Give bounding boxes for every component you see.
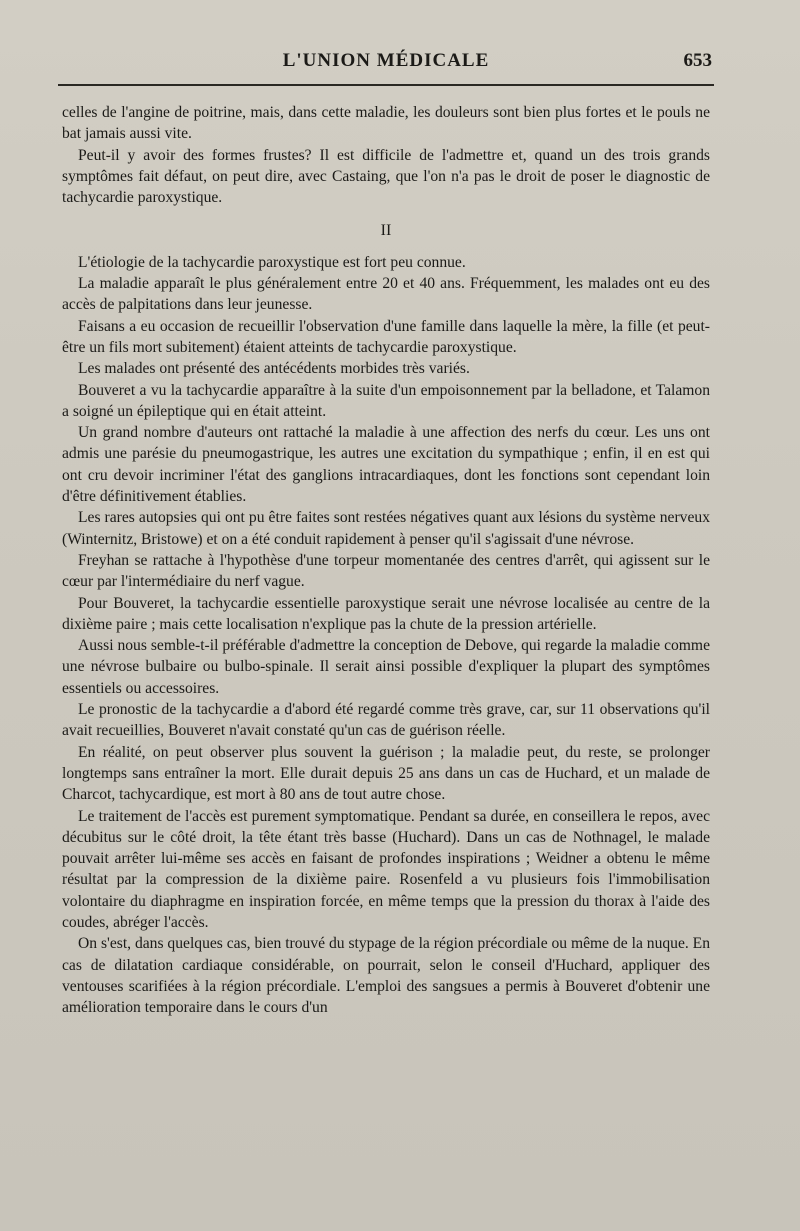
paragraph: Aussi nous semble-t-il préférable d'admettre la conception de Debove, qui regarde la maladie comme une névrose bulbaire ou bulbo-spinale. Il serait ainsi possible d'expliquer la plupart des symptômes essentiels ou accessoires.	[62, 637, 710, 697]
paragraph: Un grand nombre d'auteurs ont rattaché la maladie à une affection des nerfs du cœur. Les uns ont admis une parésie du pneumogastrique, les autres une excitation du sympathique ; enfin, il en est qui ont cru devoir incriminer l'état des ganglions intracardiaques, dont les fonctions sont cependant loin d'être définitivement établies.	[62, 424, 710, 506]
paragraph: Peut-il y avoir des formes frustes? Il est difficile de l'admettre et, quand un des trois grands symptômes fait défaut, on peut dire, avec Castaing, que l'on n'a pas le droit de poser le diagnostic de tachycardie paroxystique.	[62, 146, 710, 207]
article-body	[62, 102, 710, 1018]
running-title: L'UNION MÉDICALE	[282, 50, 490, 71]
section-number: II	[380, 222, 392, 240]
paragraph: Le traitement de l'accès est purement symptomatique. Pendant sa durée, en conseillera le repos, avec décubitus sur le côté droit, la tête étant très basse (Huchard). Dans un cas de Nothnagel, le malade pouvait arrêter lui-même ses accès en faisant de profondes inspirations ; Weidner a obtenu le même résultat par la compression de la dixième paire. Rosenfeld a vu plusieurs fois l'immobilisation volontaire du diaphragme en inspiration forcée, en même temps que la pression du thorax à l'aide des coudes, abréger l'accès.	[62, 807, 710, 931]
paragraph: La maladie apparaît le plus généralement entre 20 et 40 ans. Fréquemment, les malades ont eu des accès de palpitations dans leur jeunesse.	[62, 275, 710, 314]
paragraph: Bouveret a vu la tachycardie apparaître à la suite d'un empoisonnement par la belladone, et Talamon a soigné un épileptique qui en était atteint.	[62, 381, 710, 420]
paragraph: Le pronostic de la tachycardie a d'abord été regardé comme très grave, car, sur 11 observations qu'il avait recueillies, Bouveret n'avait constaté qu'un cas de guérison réelle.	[62, 701, 710, 740]
paragraph: En réalité, on peut observer plus souvent la guérison ; la maladie peut, du reste, se prolonger longtemps sans entraîner la mort. Elle durait depuis 25 ans dans un cas de Huchard, et un malade de Charcot, tachycardique, est mort à 80 ans de tout autre chose.	[62, 743, 710, 804]
paragraph: L'étiologie de la tachycardie paroxystique est fort peu connue.	[78, 253, 466, 271]
page-header	[60, 46, 712, 76]
paragraph: Les rares autopsies qui ont pu être faites sont restées négatives quant aux lésions du système nerveux (Winternitz, Bristowe) et on a été conduit rapidement à penser qu'il s'agissait d'une névrose.	[62, 509, 710, 548]
paragraph: Freyhan se rattache à l'hypothèse d'une torpeur momentanée des centres d'arrêt, qui agissent sur le cœur par l'intermédiaire du nerf vague.	[62, 551, 710, 591]
paragraph: Les malades ont présenté des antécédents morbides très variés.	[78, 360, 470, 378]
paragraph: Pour Bouveret, la tachycardie essentielle paroxystique serait une névrose localisée au centre de la dixième paire ; mais cette localisation n'explique pas la chute de la pression artérielle.	[62, 594, 710, 633]
header-rule	[58, 84, 714, 86]
paragraph: celles de l'angine de poitrine, mais, dans cette maladie, les douleurs sont bien plus fortes et le pouls ne bat jamais aussi vite.	[62, 104, 710, 143]
paragraph: Faisans a eu occasion de recueillir l'observation d'une famille dans laquelle la mère, la fille (et peut-être un fils mort subitement) étaient atteints de tachycardie paroxystique.	[62, 317, 710, 356]
page-number: 653	[683, 50, 712, 71]
paragraph: On s'est, dans quelques cas, bien trouvé du stypage de la région précordiale ou même de la nuque. En cas de dilatation cardiaque considérable, on pourrait, selon le conseil d'Huchard, appliquer des ventouses scarifiées à la région précordiale. L'emploi des sangsues a permis à Bouveret d'obtenir une amélioration temporaire dans le cours d'un	[62, 935, 710, 1017]
